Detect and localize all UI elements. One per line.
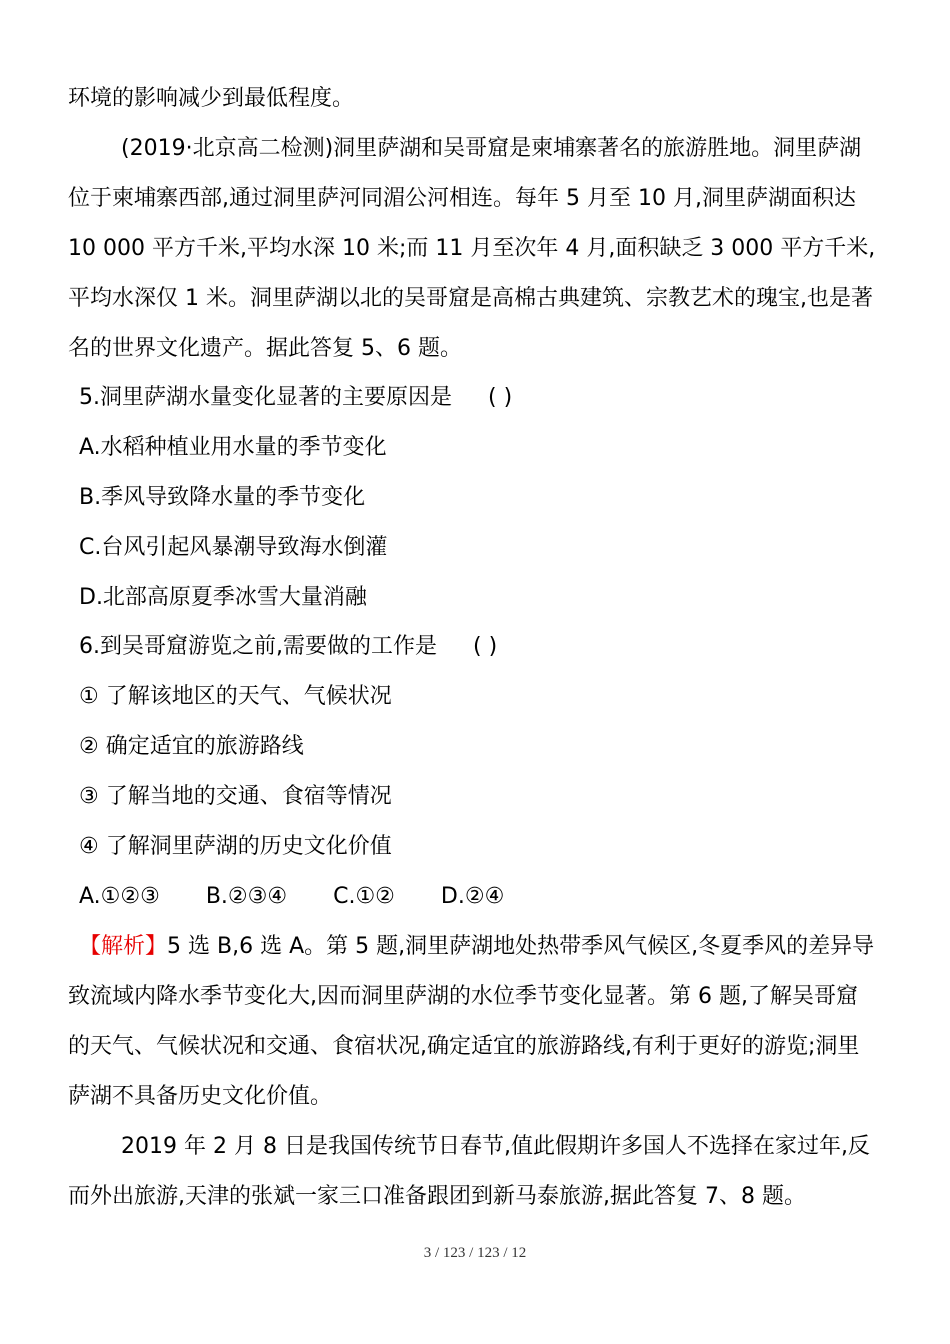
answer-paren: ( ) (473, 634, 498, 659)
statement-2: ② 确定适宜的旅游路线 (79, 734, 304, 759)
option-c: C.①② (333, 884, 395, 909)
analysis-line: 致流域内降水季节变化大,因而洞里萨湖的水位季节变化显著。第 6 题,了解吴哥窟 (68, 984, 858, 1009)
passage-line: 10 000 平方千米,平均水深 10 米;而 11 月至次年 4 月,面积缺乏 3 000 平方千米, (68, 236, 876, 261)
option-d: D.北部高原夏季冰雪大量消融 (79, 585, 367, 610)
option-b: B.②③④ (205, 884, 288, 909)
question-5-text: 5.洞里萨湖水量变化显著的主要原因是 (79, 385, 452, 410)
statement-1: ① 了解该地区的天气、气候状况 (79, 684, 392, 709)
option-c: C.台风引起风暴潮导致海水倒灌 (79, 535, 388, 560)
option-a: A.①②③ (79, 884, 160, 909)
statement-4: ④ 了解洞里萨湖的历史文化价值 (79, 834, 392, 859)
passage-line: 平均水深仅 1 米。洞里萨湖以北的吴哥窟是高棉古典建筑、宗教艺术的瑰宝,也是著 (68, 286, 873, 311)
option-a: A.水稻种植业用水量的季节变化 (79, 435, 387, 460)
analysis-tag: 【解析】 (79, 934, 168, 959)
analysis-line (79, 932, 874, 962)
analysis-line: 的天气、气候状况和交通、食宿状况,确定适宜的旅游路线,有利于更好的游览;洞里 (68, 1034, 860, 1059)
question-6-stem (79, 632, 497, 662)
passage-line: 位于柬埔寨西部,通过洞里萨河同湄公河相连。每年 5 月至 10 月,洞里萨湖面积达 (68, 186, 856, 211)
text-line: 环境的影响减少到最低程度。 (68, 86, 355, 111)
option-b: B.季风导致降水量的季节变化 (79, 485, 366, 510)
passage-line: (2019·北京高二检测)洞里萨湖和吴哥窟是柬埔寨著名的旅游胜地。洞里萨湖 (121, 136, 862, 161)
question-6-text: 6.到吴哥窟游览之前,需要做的工作是 (79, 634, 437, 659)
page-footer: 3 / 123 / 123 / 12 (423, 1245, 527, 1261)
statement-3: ③ 了解当地的交通、食宿等情况 (79, 784, 392, 809)
analysis-line: 萨湖不具备历史文化价值。 (68, 1084, 333, 1109)
passage-line: 2019 年 2 月 8 日是我国传统节日春节,值此假期许多国人不选择在家过年,反 (121, 1134, 870, 1159)
question-5-stem (79, 383, 512, 413)
answer-paren: ( ) (488, 385, 513, 410)
passage-line: 而外出旅游,天津的张斌一家三口准备跟团到新马泰旅游,据此答复 7、8 题。 (68, 1184, 806, 1209)
question-6-options (79, 882, 504, 912)
option-d: D.②④ (440, 884, 505, 909)
passage-line: 名的世界文化遗产。据此答复 5、6 题。 (68, 336, 462, 361)
analysis-text: 5 选 B,6 选 A。第 5 题,洞里萨湖地处热带季风气候区,冬夏季风的差异导 (167, 934, 875, 959)
